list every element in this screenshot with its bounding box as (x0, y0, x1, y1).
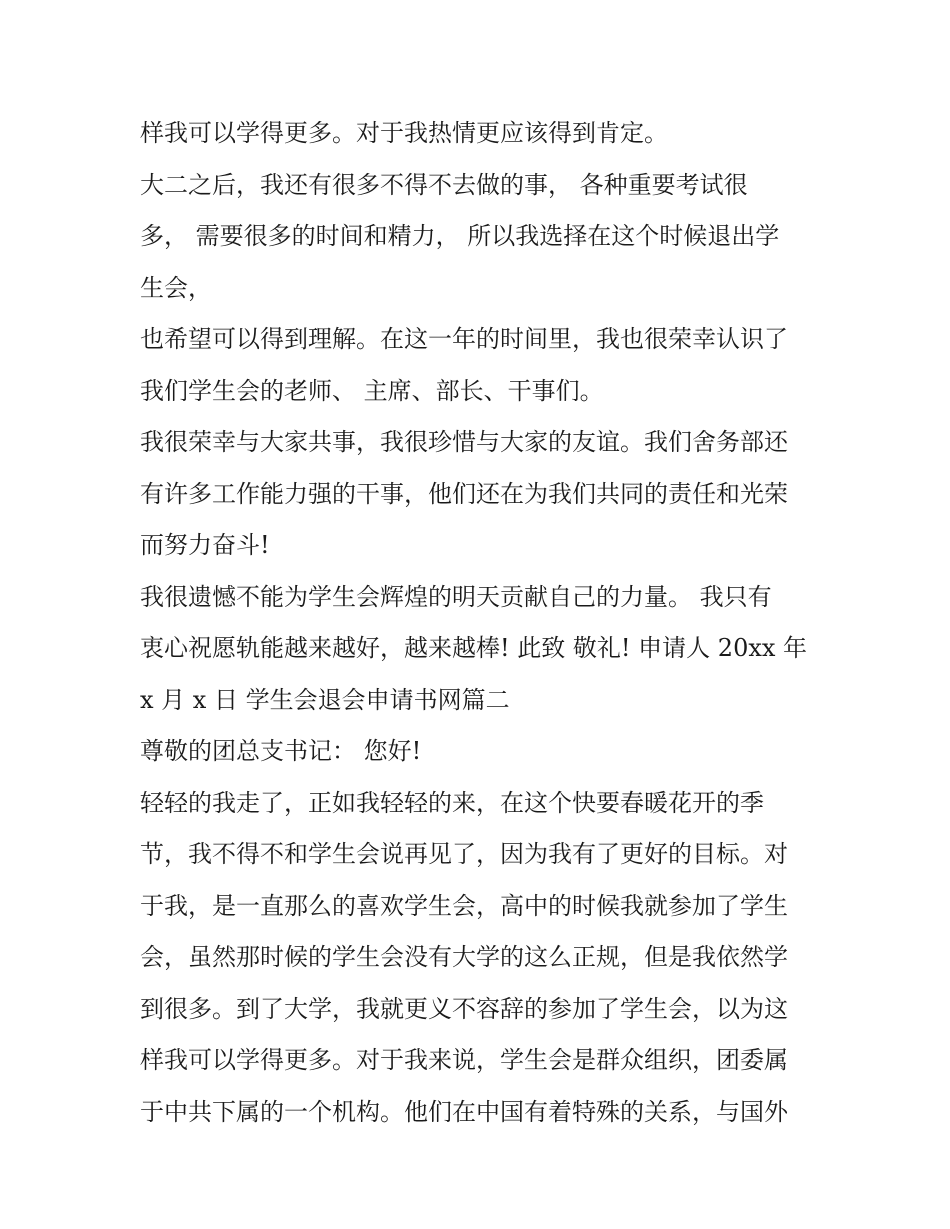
document-body (140, 108, 820, 1138)
text-line: 衷心祝愿轨能越来越好，越来越棒! 此致 敬礼! 申请人 20xx 年 (140, 634, 808, 662)
text-line: 多， 需要很多的时间和精力， 所以我选择在这个时候退出学 (140, 222, 780, 250)
text-line: 节，我不得不和学生会说再见了，因为我有了更好的目标。对 (140, 840, 788, 868)
text-line: 我很荣幸与大家共事，我很珍惜与大家的友谊。我们舍务部还 (140, 428, 788, 456)
text-line: 轻轻的我走了，正如我轻轻的来，在这个快要春暖花开的季 (140, 788, 764, 817)
text-line: 也希望可以得到理解。在这一年的时间里，我也很荣幸认识了 (140, 325, 788, 353)
text-line: 到很多。到了大学，我就更义不容辞的参加了学生会，以为这 (140, 994, 788, 1023)
text-line: 而努力奋斗! (140, 531, 270, 559)
text-line: 我们学生会的老师、 主席、部长、干事们。 (140, 376, 604, 405)
text-line: 生会， (140, 273, 212, 302)
text-line: 于我，是一直那么的喜欢学生会，高中的时候我就参加了学生 (140, 891, 788, 920)
text-line: 样我可以学得更多。对于我热情更应该得到肯定。 (140, 119, 668, 147)
text-line: x 月 x 日 学生会退会申请书网篇二 (140, 685, 510, 714)
text-line: 尊敬的团总支书记： 您好! (140, 737, 422, 765)
text-line: 样我可以学得更多。对于我来说，学生会是群众组织，团委属 (140, 1046, 788, 1074)
text-line: 有许多工作能力强的干事，他们还在为我们共同的责任和光荣 (140, 479, 788, 508)
text-line: 于中共下属的一个机构。他们在中国有着特殊的关系，与国外 (140, 1097, 788, 1126)
text-line: 大二之后，我还有很多不得不去做的事， 各种重要考试很 (140, 170, 748, 199)
text-line: 会，虽然那时候的学生会没有大学的这么正规，但是我依然学 (140, 943, 788, 971)
text-line: 我很遗憾不能为学生会辉煌的明天贡献自己的力量。 我只有 (140, 582, 772, 611)
